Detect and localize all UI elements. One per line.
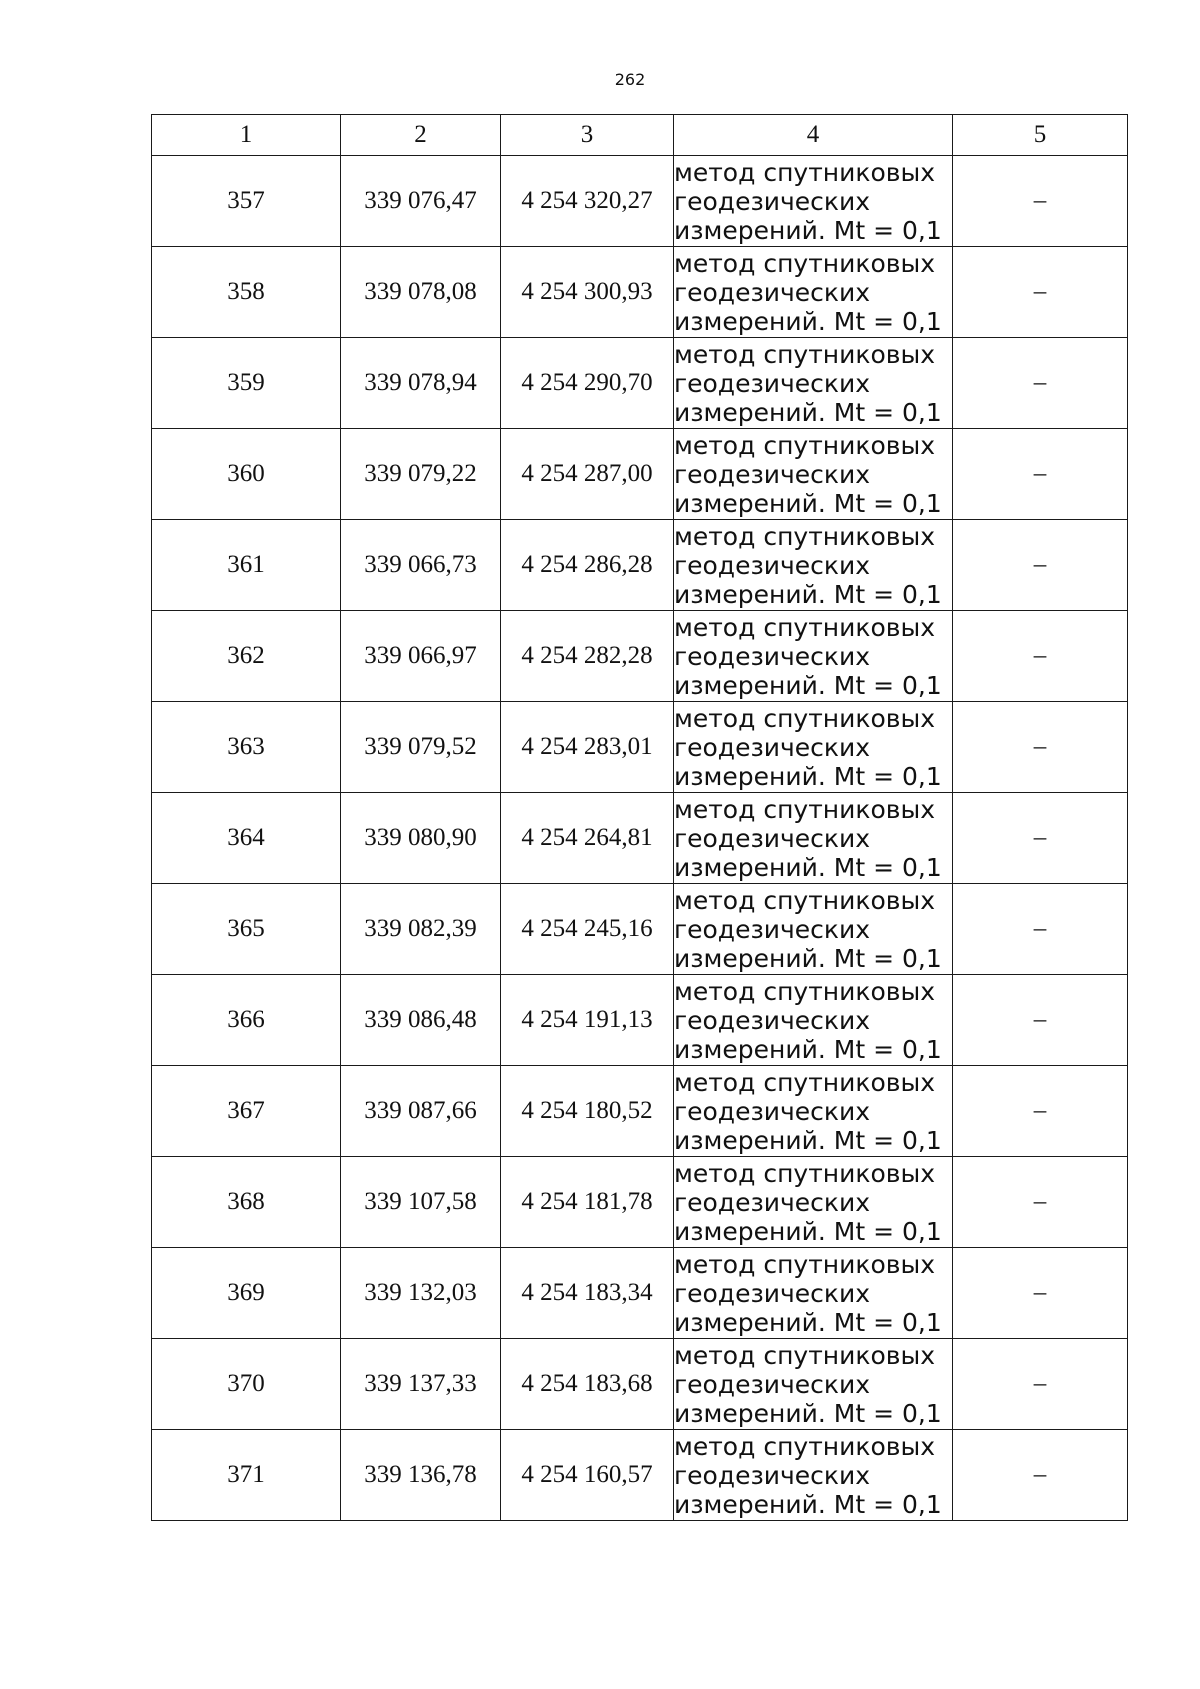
method-line: метод спутниковых xyxy=(674,339,936,369)
method-cell xyxy=(674,1339,953,1430)
header-cell-5: 5 xyxy=(953,115,1128,156)
note-cell: – xyxy=(953,611,1128,702)
y-coordinate-cell: 4 254 290,70 xyxy=(501,338,674,429)
table-row xyxy=(152,1248,1128,1339)
method-cell xyxy=(674,156,953,247)
header-cell-3: 3 xyxy=(501,115,674,156)
method-cell xyxy=(674,1066,953,1157)
header-cell-2: 2 xyxy=(341,115,501,156)
method-cell xyxy=(674,1248,953,1339)
point-number-cell: 363 xyxy=(152,702,341,793)
y-coordinate-cell: 4 254 180,52 xyxy=(501,1066,674,1157)
note-cell: – xyxy=(953,429,1128,520)
table-body xyxy=(152,156,1128,1521)
method-line: метод спутниковых xyxy=(674,794,936,824)
note-cell: – xyxy=(953,702,1128,793)
note-cell: – xyxy=(953,1157,1128,1248)
note-cell: – xyxy=(953,1339,1128,1430)
method-line: измерений. Mt = 0,1 xyxy=(674,1489,942,1519)
x-coordinate-cell: 339 078,08 xyxy=(341,247,501,338)
method-line: метод спутниковых xyxy=(674,1249,936,1279)
y-coordinate-cell: 4 254 283,01 xyxy=(501,702,674,793)
method-cell xyxy=(674,702,953,793)
method-line: геодезических xyxy=(674,732,871,762)
method-line: измерений. Mt = 0,1 xyxy=(674,852,942,882)
x-coordinate-cell: 339 137,33 xyxy=(341,1339,501,1430)
method-line: измерений. Mt = 0,1 xyxy=(674,943,942,973)
method-line: метод спутниковых xyxy=(674,430,936,460)
method-line: геодезических xyxy=(674,1278,871,1308)
method-line: геодезических xyxy=(674,1369,871,1399)
method-cell xyxy=(674,884,953,975)
x-coordinate-cell: 339 087,66 xyxy=(341,1066,501,1157)
method-line: геодезических xyxy=(674,277,871,307)
x-coordinate-cell: 339 136,78 xyxy=(341,1430,501,1521)
x-coordinate-cell: 339 082,39 xyxy=(341,884,501,975)
method-line: геодезических xyxy=(674,1187,871,1217)
method-line: метод спутниковых xyxy=(674,1340,936,1370)
method-cell xyxy=(674,338,953,429)
method-line: метод спутниковых xyxy=(674,1067,936,1097)
table-row xyxy=(152,611,1128,702)
point-number-cell: 370 xyxy=(152,1339,341,1430)
method-line: измерений. Mt = 0,1 xyxy=(674,1307,942,1337)
point-number-cell: 366 xyxy=(152,975,341,1066)
method-line: измерений. Mt = 0,1 xyxy=(674,1398,942,1428)
method-line: измерений. Mt = 0,1 xyxy=(674,215,942,245)
method-line: измерений. Mt = 0,1 xyxy=(674,1034,942,1064)
table-row xyxy=(152,338,1128,429)
page-number: 262 xyxy=(614,70,646,89)
note-cell: – xyxy=(953,520,1128,611)
note-cell: – xyxy=(953,247,1128,338)
method-line: геодезических xyxy=(674,641,871,671)
y-coordinate-cell: 4 254 245,16 xyxy=(501,884,674,975)
table-row xyxy=(152,975,1128,1066)
table-row xyxy=(152,156,1128,247)
y-coordinate-cell: 4 254 282,28 xyxy=(501,611,674,702)
point-number-cell: 360 xyxy=(152,429,341,520)
y-coordinate-cell: 4 254 320,27 xyxy=(501,156,674,247)
y-coordinate-cell: 4 254 160,57 xyxy=(501,1430,674,1521)
y-coordinate-cell: 4 254 183,68 xyxy=(501,1339,674,1430)
point-number-cell: 367 xyxy=(152,1066,341,1157)
point-number-cell: 368 xyxy=(152,1157,341,1248)
point-number-cell: 359 xyxy=(152,338,341,429)
method-cell xyxy=(674,247,953,338)
point-number-cell: 357 xyxy=(152,156,341,247)
x-coordinate-cell: 339 078,94 xyxy=(341,338,501,429)
note-cell: – xyxy=(953,884,1128,975)
method-line: геодезических xyxy=(674,459,871,489)
x-coordinate-cell: 339 080,90 xyxy=(341,793,501,884)
header-cell-4: 4 xyxy=(674,115,953,156)
x-coordinate-cell: 339 076,47 xyxy=(341,156,501,247)
method-line: метод спутниковых xyxy=(674,157,936,187)
method-cell xyxy=(674,975,953,1066)
point-number-cell: 362 xyxy=(152,611,341,702)
y-coordinate-cell: 4 254 286,28 xyxy=(501,520,674,611)
method-line: метод спутниковых xyxy=(674,521,936,551)
method-line: геодезических xyxy=(674,368,871,398)
method-line: измерений. Mt = 0,1 xyxy=(674,1125,942,1155)
method-line: метод спутниковых xyxy=(674,1431,936,1461)
x-coordinate-cell: 339 132,03 xyxy=(341,1248,501,1339)
note-cell: – xyxy=(953,338,1128,429)
method-line: измерений. Mt = 0,1 xyxy=(674,306,942,336)
method-line: геодезических xyxy=(674,914,871,944)
header-row xyxy=(152,115,1128,156)
method-line: метод спутниковых xyxy=(674,885,936,915)
method-line: измерений. Mt = 0,1 xyxy=(674,488,942,518)
table-row xyxy=(152,1430,1128,1521)
method-cell xyxy=(674,1157,953,1248)
method-line: геодезических xyxy=(674,550,871,580)
y-coordinate-cell: 4 254 264,81 xyxy=(501,793,674,884)
method-line: измерений. Mt = 0,1 xyxy=(674,1216,942,1246)
method-line: геодезических xyxy=(674,1460,871,1490)
x-coordinate-cell: 339 086,48 xyxy=(341,975,501,1066)
table-row xyxy=(152,520,1128,611)
method-line: геодезических xyxy=(674,823,871,853)
method-line: геодезических xyxy=(674,186,871,216)
x-coordinate-cell: 339 079,52 xyxy=(341,702,501,793)
table-row xyxy=(152,429,1128,520)
coordinates-table xyxy=(151,114,1128,1521)
x-coordinate-cell: 339 066,73 xyxy=(341,520,501,611)
y-coordinate-cell: 4 254 300,93 xyxy=(501,247,674,338)
note-cell: – xyxy=(953,975,1128,1066)
note-cell: – xyxy=(953,156,1128,247)
method-line: измерений. Mt = 0,1 xyxy=(674,579,942,609)
x-coordinate-cell: 339 107,58 xyxy=(341,1157,501,1248)
method-cell xyxy=(674,793,953,884)
point-number-cell: 369 xyxy=(152,1248,341,1339)
table-row xyxy=(152,793,1128,884)
note-cell: – xyxy=(953,1066,1128,1157)
point-number-cell: 358 xyxy=(152,247,341,338)
point-number-cell: 371 xyxy=(152,1430,341,1521)
y-coordinate-cell: 4 254 191,13 xyxy=(501,975,674,1066)
method-line: геодезических xyxy=(674,1005,871,1035)
point-number-cell: 361 xyxy=(152,520,341,611)
note-cell: – xyxy=(953,1248,1128,1339)
note-cell: – xyxy=(953,793,1128,884)
table-row xyxy=(152,884,1128,975)
method-line: метод спутниковых xyxy=(674,1158,936,1188)
table-row xyxy=(152,247,1128,338)
point-number-cell: 365 xyxy=(152,884,341,975)
table-row xyxy=(152,1157,1128,1248)
method-line: измерений. Mt = 0,1 xyxy=(674,397,942,427)
table-row xyxy=(152,702,1128,793)
method-line: измерений. Mt = 0,1 xyxy=(674,761,942,791)
table-row xyxy=(152,1066,1128,1157)
point-number-cell: 364 xyxy=(152,793,341,884)
table-header xyxy=(152,115,1128,156)
method-cell xyxy=(674,520,953,611)
method-line: геодезических xyxy=(674,1096,871,1126)
header-cell-1: 1 xyxy=(152,115,341,156)
table-row xyxy=(152,1339,1128,1430)
x-coordinate-cell: 339 079,22 xyxy=(341,429,501,520)
y-coordinate-cell: 4 254 181,78 xyxy=(501,1157,674,1248)
method-line: метод спутниковых xyxy=(674,976,936,1006)
method-line: метод спутниковых xyxy=(674,612,936,642)
note-cell: – xyxy=(953,1430,1128,1521)
method-cell xyxy=(674,1430,953,1521)
method-cell xyxy=(674,429,953,520)
method-line: измерений. Mt = 0,1 xyxy=(674,670,942,700)
method-cell xyxy=(674,611,953,702)
method-line: метод спутниковых xyxy=(674,703,936,733)
y-coordinate-cell: 4 254 287,00 xyxy=(501,429,674,520)
y-coordinate-cell: 4 254 183,34 xyxy=(501,1248,674,1339)
x-coordinate-cell: 339 066,97 xyxy=(341,611,501,702)
method-line: метод спутниковых xyxy=(674,248,936,278)
